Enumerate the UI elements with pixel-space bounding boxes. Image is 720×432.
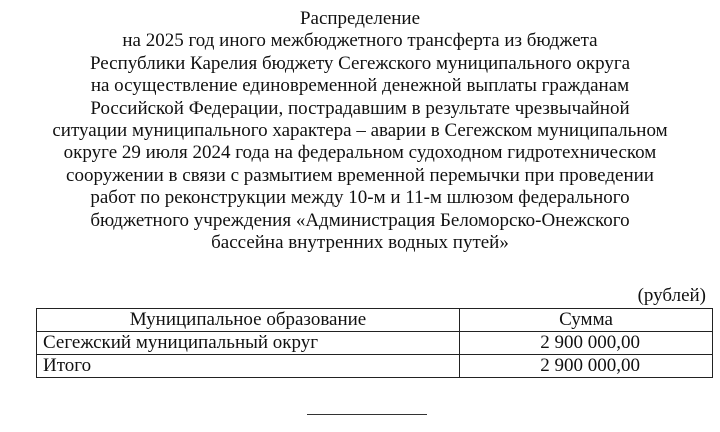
title-line: бюджетного учреждения «Администрация Беломорско-Онежского xyxy=(90,209,630,231)
title-line: на 2025 год иного межбюджетного трансферта из бюджета xyxy=(122,30,598,52)
table-total-row xyxy=(37,355,713,378)
title-line: ситуации муниципального характера – аварии в Сегежском муниципальном xyxy=(52,120,668,142)
units-label: (рублей) xyxy=(637,285,706,306)
title-line: Распределение xyxy=(299,8,421,29)
table-header-row xyxy=(37,309,713,332)
title-line: работ по реконструкции между 10-м и 11-м шлюзом федерального xyxy=(90,187,630,209)
distribution-table xyxy=(36,308,713,378)
total-label-cell: Итого xyxy=(37,355,460,378)
column-header-municipality: Муниципальное образование xyxy=(37,309,460,332)
title-line: на осуществление единовременной денежной выплаты гражданам xyxy=(90,75,630,97)
column-header-amount: Сумма xyxy=(460,309,713,332)
closing-divider xyxy=(307,414,427,415)
title-line: Республики Карелия бюджету Сегежского муниципального округа xyxy=(89,52,631,74)
title-line: округе 29 июля 2024 года на федеральном судоходном гидротехническом xyxy=(63,142,657,164)
municipality-cell: Сегежский муниципальный округ xyxy=(37,332,460,355)
table-row xyxy=(37,332,713,355)
title-line: Российской Федерации, пострадавшим в результате чрезвычайной xyxy=(90,97,630,119)
document-title xyxy=(20,8,700,254)
amount-cell: 2 900 000,00 xyxy=(460,332,713,355)
title-line: сооружении в связи с размытием временной перемычки при проведении xyxy=(66,164,654,186)
title-line: бассейна внутренних водных путей» xyxy=(211,232,509,254)
total-amount-cell: 2 900 000,00 xyxy=(460,355,713,378)
